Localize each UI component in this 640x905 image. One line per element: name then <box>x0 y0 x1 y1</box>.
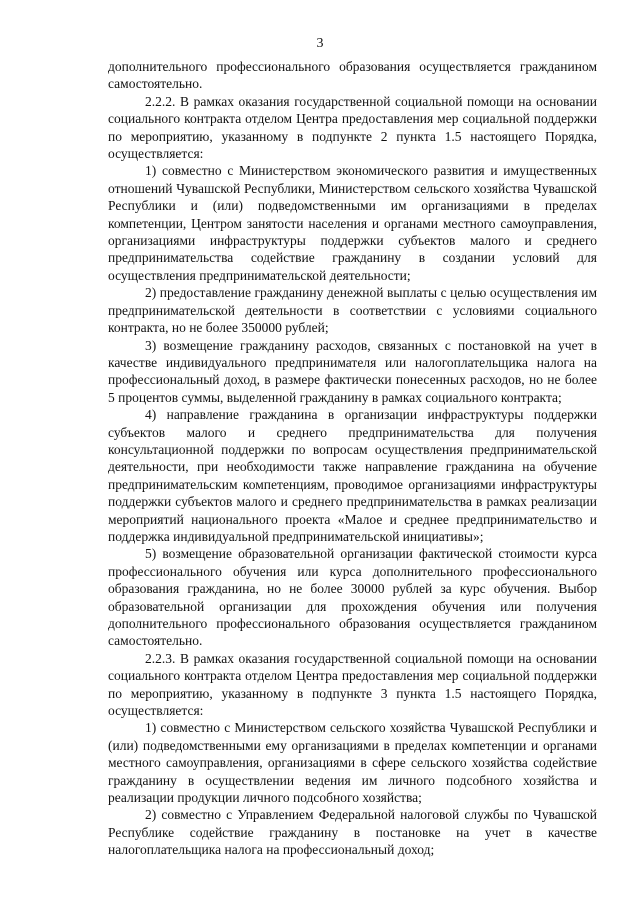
paragraph-2-2-3-item-2: 2) совместно с Управлением Федеральной налоговой службы по Чувашской Республике содействие гражданину в постановке на учет в качестве налогоплательщика налога на профессиональный доход; <box>108 807 597 858</box>
paragraph-2-2-3-item-1: 1) совместно с Министерством сельского хозяйства Чувашской Республики и (или) подведомственными ему организациями в пределах компетенции и органами местного самоуправления, организациями в сфере сельского хозяйства содействие гражданину в осуществлении ведения им личного подсобного хозяйства и реализации продукции личного подсобного хозяйства; <box>108 720 597 806</box>
page-number: 3 <box>316 36 324 51</box>
paragraph-2-2-2: 2.2.2. В рамках оказания государственной социальной помощи на основании социального контракта отделом Центра предоставления мер социальной поддержки по мероприятию, указанному в подпункте 2 пункта 1.5 настоящего Порядка, осуществляется: <box>108 93 597 162</box>
paragraph-continuation: дополнительного профессионального образования осуществляется гражданином самостоятельно. <box>108 59 597 92</box>
paragraph-2-2-2-item-5: 5) возмещение образовательной организации фактической стоимости курса профессионального обучения или курса дополнительного профессионального образования гражданина, но не более 30000 рублей за курс обучения. Выбор образовательной организации для прохождения обучения или получения дополнительного профессионального образования осуществляется гражданином самостоятельно. <box>108 546 597 649</box>
paragraph-2-2-2-item-2: 2) предоставление гражданину денежной выплаты с целью осуществления им предпринимательской деятельности в соответствии с условиями социального контракта, но не более 350000 рублей; <box>108 285 597 336</box>
paragraph-2-2-2-item-3: 3) возмещение гражданину расходов, связанных с постановкой на учет в качестве индивидуального предпринимателя или налогоплательщика налога на профессиональный доход, в размере фактически понесенных расходов, но не более 5 процентов суммы, выделенной гражданину в рамках социального контракта; <box>108 337 597 405</box>
document-body <box>108 58 597 859</box>
paragraph-2-2-2-item-4: 4) направление гражданина в организации инфраструктуры поддержки субъектов малого и среднего предпринимательства для получения консультационной поддержки по вопросам осуществления предпринимательской деятельности, при необходимости также направление гражданина на обучение предпринимательским компетенциям, проводимое организациями инфраструктуры поддержки субъектов малого и среднего предпринимательства в рамках реализации мероприятий национального проекта «Малое и среднее предпринимательство и поддержка индивидуальной предпринимательской инициативы»; <box>108 407 597 544</box>
paragraph-2-2-2-item-1: 1) совместно с Министерством экономического развития и имущественных отношений Чувашской Республики, Министерством сельского хозяйства Чувашской Республики и (или) подведомственными им организациями в пределах компетенции, Центром занятости населения и органами местного самоуправления, организациями инфраструктуры поддержки субъектов малого и среднего предпринимательства содействие гражданину в создании условий для осуществления предпринимательской деятельности; <box>108 163 597 283</box>
paragraph-2-2-3: 2.2.3. В рамках оказания государственной социальной помощи на основании социального контракта отделом Центра предоставления мер социальной поддержки по мероприятию, указанному в подпункте 3 пункта 1.5 настоящего Порядка, осуществляется: <box>108 650 597 719</box>
